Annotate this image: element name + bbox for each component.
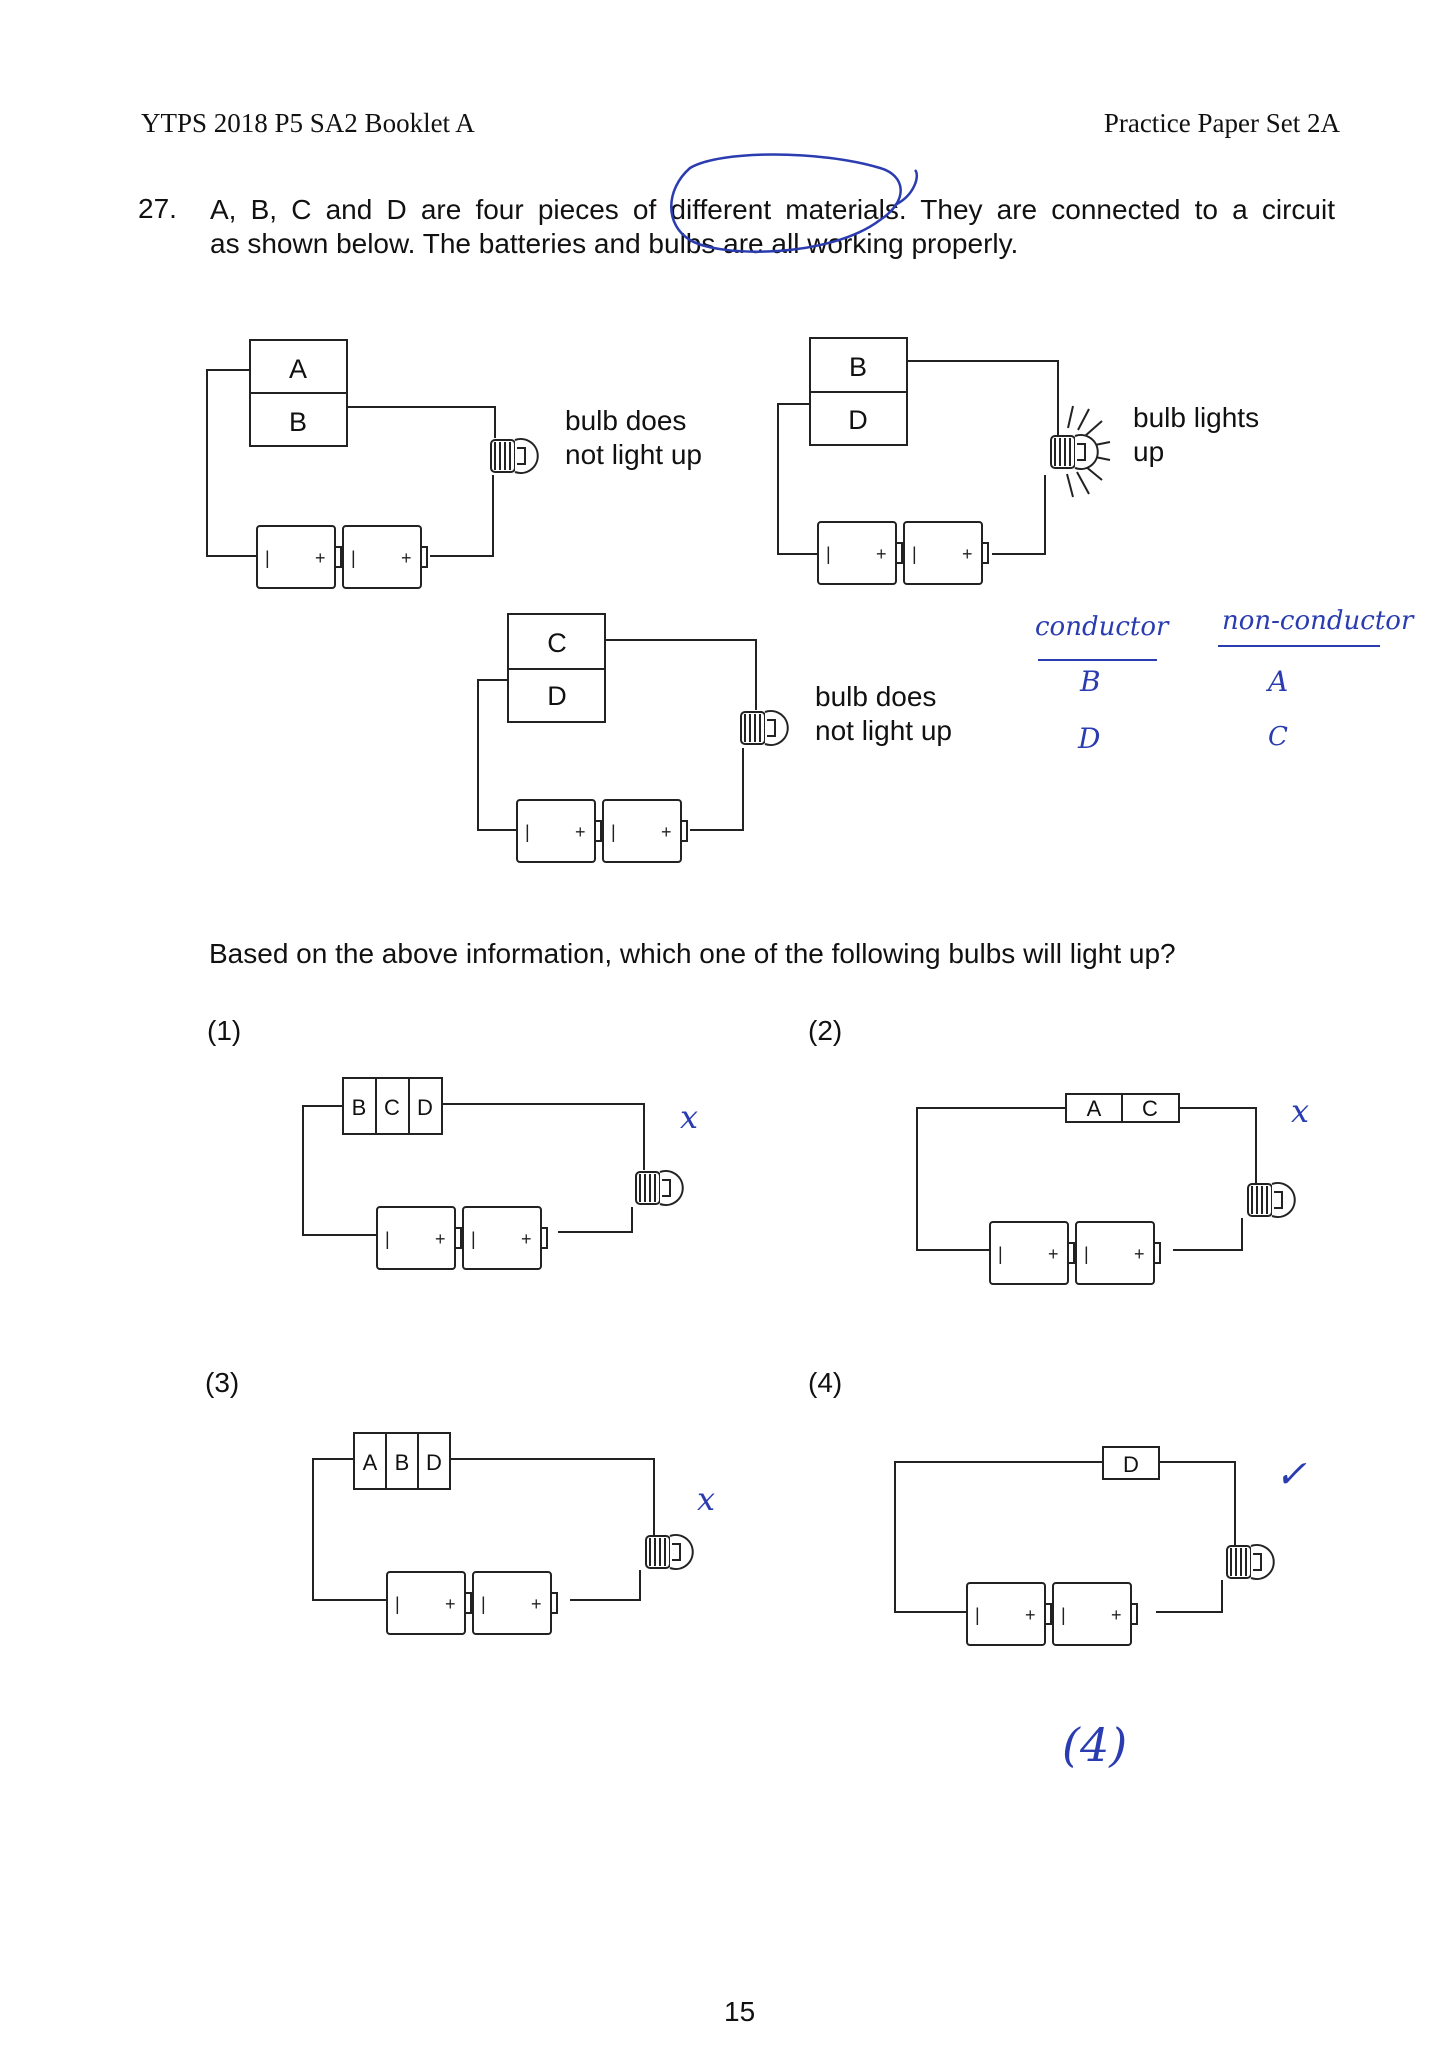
bulb-exp2 (1051, 435, 1098, 469)
battery-exp3-b (603, 800, 687, 862)
experiment-3-result: bulb does not light up (815, 681, 952, 746)
battery-exp2-b (904, 522, 988, 584)
svg-text:|: | (1084, 1244, 1089, 1264)
battery-opt1-b (463, 1207, 547, 1269)
svg-text:+: + (1111, 1605, 1122, 1625)
svg-text:|: | (1061, 1605, 1066, 1625)
svg-text:+: + (315, 548, 326, 568)
battery-exp3-a (517, 800, 601, 862)
exp3-material-bottom: D (547, 681, 567, 711)
handwritten-answer: (4) (1062, 1718, 1128, 1772)
bulb-opt2 (1248, 1183, 1295, 1217)
opt2-material-1: A (1086, 1096, 1102, 1121)
svg-text:+: + (661, 822, 672, 842)
option-2-label[interactable]: (2) (808, 1015, 843, 1046)
handwritten-conductor-1: B (1080, 665, 1101, 698)
battery-opt4-b (1053, 1583, 1137, 1645)
svg-text:+: + (1048, 1244, 1059, 1264)
question-line-1: A, B, C and D are four pieces of different materials. They are connected to a circuit (210, 194, 1335, 225)
experiment-2-result: bulb lights up (1133, 402, 1260, 467)
svg-text:|: | (611, 822, 616, 842)
battery-opt2-b (1076, 1222, 1160, 1284)
svg-text:|: | (525, 822, 530, 842)
svg-text:+: + (531, 1594, 542, 1614)
handwritten-non-conductor-2: C (1268, 722, 1288, 752)
handwritten-circle (671, 155, 900, 252)
svg-text:|: | (912, 544, 917, 564)
battery-opt3-b (473, 1572, 557, 1634)
option-4-label[interactable]: (4) (808, 1367, 843, 1398)
handwritten-non-conductor-1: A (1268, 665, 1289, 698)
sub-question: Based on the above information, which one of the following bulbs will light up? (209, 938, 1176, 969)
handwritten-mark-option-4: ✓ (1275, 1452, 1307, 1496)
svg-text:+: + (435, 1229, 446, 1249)
bulb-opt4 (1227, 1545, 1274, 1579)
svg-text:|: | (265, 548, 270, 568)
handwritten-non-conductor-heading: non-conductor (1222, 606, 1414, 636)
svg-text:+: + (876, 544, 887, 564)
battery-exp1-b (343, 526, 427, 588)
bulb-opt3 (646, 1535, 693, 1569)
handwritten-conductor-2: D (1078, 722, 1101, 755)
svg-text:|: | (998, 1244, 1003, 1264)
svg-text:+: + (962, 544, 973, 564)
header-left: YTPS 2018 P5 SA2 Booklet A (141, 108, 475, 138)
handwritten-mark-option-2: x (1291, 1092, 1310, 1130)
handwritten-mark-option-3: x (697, 1480, 716, 1518)
exp2-material-top: B (848, 352, 868, 382)
opt4-material-1: D (1123, 1452, 1139, 1477)
battery-opt1-a (377, 1207, 461, 1269)
svg-text:+: + (1025, 1605, 1036, 1625)
battery-exp2-a (818, 522, 902, 584)
opt2-material-2: C (1142, 1096, 1158, 1121)
svg-text:+: + (575, 822, 586, 842)
experiment-1-circuit (207, 340, 495, 556)
exp3-material-top: C (547, 628, 567, 658)
svg-text:|: | (481, 1594, 486, 1614)
bulb-exp3 (741, 711, 788, 745)
svg-text:+: + (401, 548, 412, 568)
handwritten-mark-option-1: x (680, 1098, 699, 1136)
battery-opt2-a (990, 1222, 1074, 1284)
opt3-material-2: B (394, 1450, 410, 1475)
svg-text:+: + (521, 1229, 532, 1249)
svg-text:|: | (471, 1229, 476, 1249)
svg-text:|: | (395, 1594, 400, 1614)
opt3-material-1: A (362, 1450, 378, 1475)
experiment-3-circuit (478, 614, 756, 830)
question-number: 27. (138, 193, 177, 224)
svg-text:+: + (445, 1594, 456, 1614)
opt1-material-3: D (417, 1095, 433, 1120)
experiment-1-result: bulb does not light up (565, 405, 702, 470)
svg-text:+: + (1134, 1244, 1145, 1264)
handwritten-conductor-heading: conductor (1035, 612, 1169, 642)
opt1-material-2: C (384, 1095, 400, 1120)
svg-text:|: | (385, 1229, 390, 1249)
option-1-label[interactable]: (1) (207, 1015, 242, 1046)
battery-opt4-a (967, 1583, 1051, 1645)
page-number: 15 (724, 1996, 756, 2027)
exp2-material-bottom: D (848, 405, 868, 435)
opt3-material-3: D (426, 1450, 442, 1475)
svg-text:|: | (351, 548, 356, 568)
header-right: Practice Paper Set 2A (1103, 108, 1340, 138)
battery-opt3-a (387, 1572, 471, 1634)
exp1-material-top: A (288, 354, 308, 384)
option-3-label[interactable]: (3) (205, 1367, 240, 1398)
opt1-material-1: B (351, 1095, 367, 1120)
bulb-exp1 (491, 439, 538, 473)
bulb-opt1 (636, 1171, 683, 1205)
exp1-material-bottom: B (288, 407, 308, 437)
svg-text:|: | (826, 544, 831, 564)
question-line-2: as shown below. The batteries and bulbs are all working properly. (210, 228, 1019, 259)
battery-exp1-a (257, 526, 341, 588)
svg-text:|: | (975, 1605, 980, 1625)
